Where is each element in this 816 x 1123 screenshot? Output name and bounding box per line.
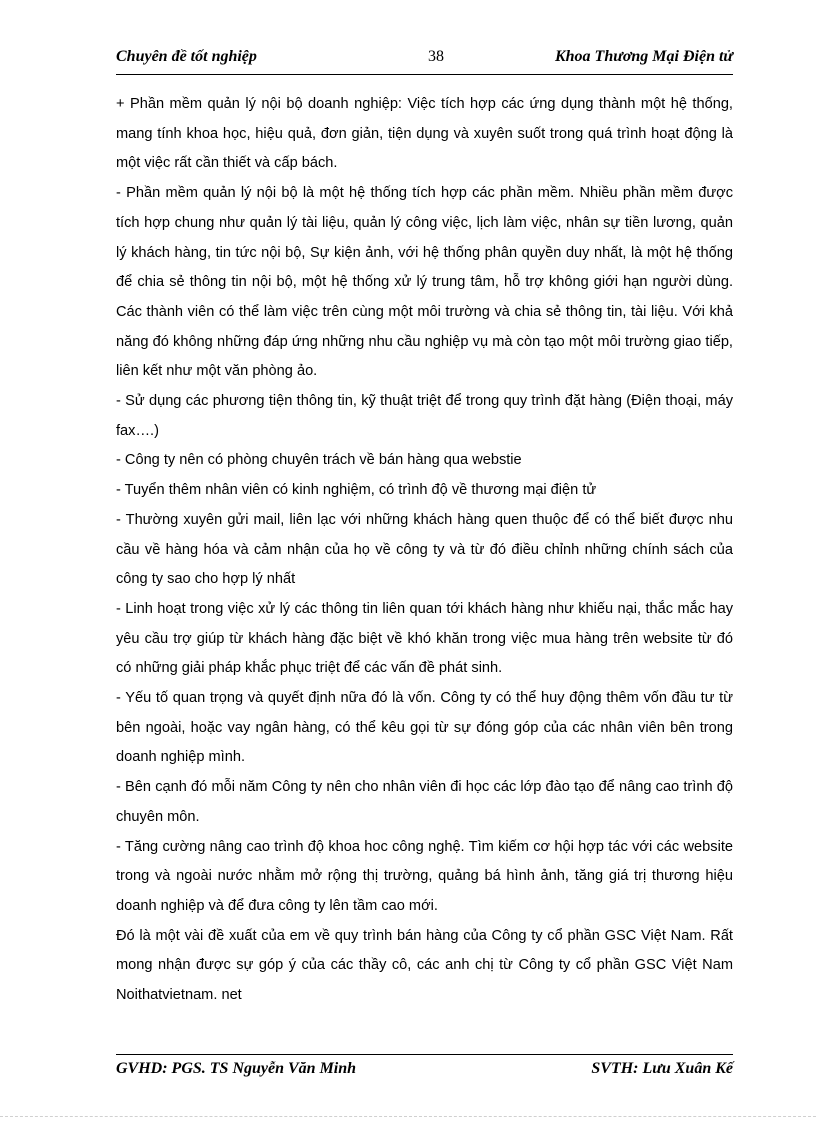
- paragraph: - Công ty nên có phòng chuyên trách về bán hàng qua webstie: [116, 452, 522, 469]
- paragraph: - Tuyển thêm nhân viên có kinh nghiệm, có trình độ về thương mại điện tử: [116, 482, 597, 499]
- paragraph: - Tăng cường nâng cao trình độ khoa hoc công nghệ. Tìm kiếm cơ hội hợp tác với các website trong và ngoài nước nhằm mở rộng thị trường, quảng bá hình ảnh, tăng giá trị thương hiệu doanh nghiệp và để đưa công ty lên tầm cao mới.: [116, 838, 733, 914]
- page-footer: [116, 1054, 733, 1085]
- header-title: Chuyên đề tốt nghiệp: [116, 48, 257, 65]
- paragraph: - Thường xuyên gửi mail, liên lạc với những khách hàng quen thuộc để có thể biết được nhu cầu về hàng hóa và cảm nhận của họ về công ty và từ đó điều chỉnh những chính sách của công ty sao cho hợp lý nhất: [116, 511, 733, 588]
- paragraph: - Sử dụng các phương tiện thông tin, kỹ thuật triệt để trong quy trình đặt hàng (Điện thoại, máy fax….): [116, 393, 733, 439]
- page-break-divider: [0, 1116, 816, 1117]
- page-header: [116, 44, 733, 75]
- footer-student: SVTH: Lưu Xuân Kế: [591, 1060, 733, 1077]
- paragraph: - Phần mềm quản lý nội bộ là một hệ thống tích hợp các phần mềm. Nhiều phần mềm được tích hợp chung như quản lý tài liệu, quản lý công việc, lịch làm việc, nhân sự tiền lương, quản lý khách hàng, tin tức nội bộ, Sự kiện ảnh, với hệ thống phân quyền duy nhất, là một hệ thống để chia sẻ thông tin nội bộ, một hệ thống xử lý trung tâm, hỗ trợ không giới hạn người dùng. Các thành viên có thể làm việc trên cùng một môi trường và chia sẻ thông tin, tài liệu. Với khả năng đó không những đáp ứng những nhu cầu nghiệp vụ mà còn tạo một môi trường giao tiếp, liên kết như một văn phòng ảo.: [116, 185, 733, 380]
- footer-supervisor: GVHD: PGS. TS Nguyễn Văn Minh: [116, 1060, 357, 1077]
- paragraph: - Bên cạnh đó mỗi năm Công ty nên cho nhân viên đi học các lớp đào tạo để nâng cao trình độ chuyên môn.: [116, 779, 733, 825]
- paragraph: - Yếu tố quan trọng và quyết định nữa đó là vốn. Công ty có thể huy động thêm vốn đầu tư từ bên ngoài, hoặc vay ngân hàng, có thể kêu gọi từ sự đóng góp của các nhân viên bên trong doanh nghiệp mình.: [116, 690, 733, 766]
- paragraph: Đó là một vài đề xuất của em về quy trình bán hàng của Công ty cổ phần GSC Việt Nam. Rất mong nhận được sự góp ý của các thầy cô, các anh chị từ Công ty cổ phần GSC Việt Nam Noithatvietnam. net: [116, 927, 733, 1004]
- header-faculty: Khoa Thương Mại Điện tử: [554, 48, 733, 65]
- page-number: 38: [428, 48, 444, 65]
- page-body: [116, 90, 733, 1011]
- paragraph: - Linh hoạt trong việc xử lý các thông tin liên quan tới khách hàng như khiếu nại, thắc mắc hay yêu cầu trợ giúp từ khách hàng đặc biệt về khó khăn trong việc mua hàng trên website từ đó có những giải pháp khắc phục triệt để các vấn đề phát sinh.: [116, 600, 733, 677]
- paragraph: + Phần mềm quản lý nội bộ doanh nghiệp: Việc tích hợp các ứng dụng thành một hệ thống, mang tính khoa học, hiệu quả, đơn giản, tiện dụng và xuyên suốt trong quá trình hoạt động là một việc rất cần thiết và cấp bách.: [116, 96, 733, 172]
